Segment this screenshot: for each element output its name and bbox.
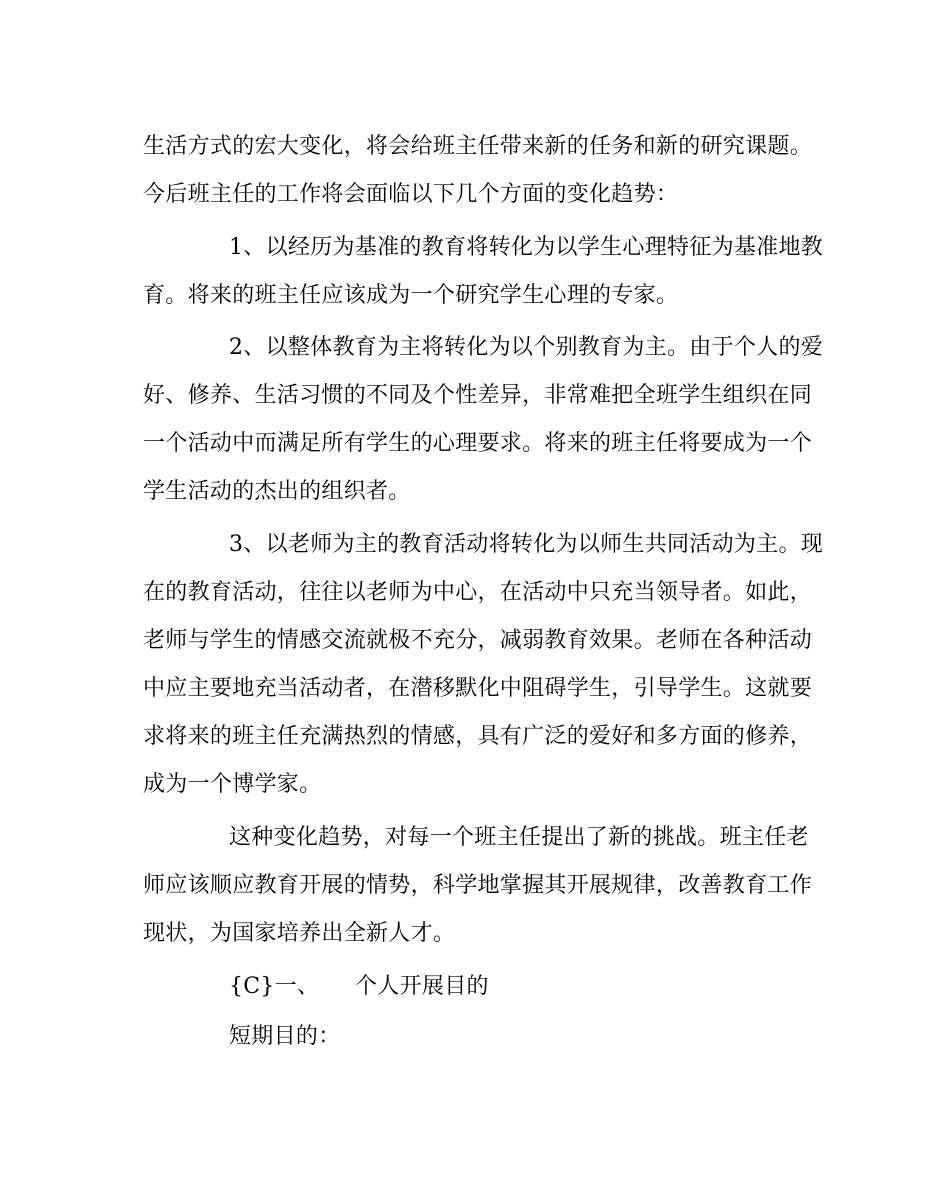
- paragraph-line: 今后班主任的工作将会面临以下几个方面的变化趋势：: [143, 182, 679, 207]
- section-heading-number: {C}一、: [229, 974, 320, 999]
- paragraph-line: 2、以整体教育为主将转化为以个别教育为主。由于个人的爱: [229, 335, 824, 360]
- section-heading-title: 个人开展目的: [355, 974, 489, 999]
- paragraph-line: 1、以经历为基准的教育将转化为以学生心理特征为基准地教: [229, 235, 824, 260]
- paragraph-line: 一个活动中而满足所有学生的心理要求。将来的班主任将要成为一个: [143, 431, 813, 456]
- paragraph-line: 育。将来的班主任应该成为一个研究学生心理的专家。: [143, 283, 679, 308]
- paragraph-line: 师应该顺应教育开展的情势，科学地掌握其开展规律，改善教育工作: [143, 873, 813, 898]
- paragraph-line: 求将来的班主任充满热烈的情感，具有广泛的爱好和多方面的修养，: [143, 724, 813, 749]
- paragraph-line: 成为一个博学家。: [143, 772, 322, 797]
- paragraph-line: 中应主要地充当活动者，在潜移默化中阻碍学生，引导学生。这就要: [143, 676, 813, 701]
- paragraph-line: 这种变化趋势，对每一个班主任提出了新的挑战。班主任老: [229, 825, 809, 850]
- paragraph-line: 老师与学生的情感交流就极不充分，减弱教育效果。老师在各种活动: [143, 628, 813, 653]
- subheading: 短期目的：: [229, 1024, 341, 1049]
- paragraph-line: 现状，为国家培养出全新人才。: [143, 921, 456, 946]
- paragraph-line: 3、以老师为主的教育活动将转化为以师生共同活动为主。现: [229, 532, 824, 557]
- paragraph-line: 学生活动的杰出的组织者。: [143, 479, 411, 504]
- paragraph-line: 好、修养、生活习惯的不同及个性差异，非常难把全班学生组织在同: [143, 383, 813, 408]
- paragraph-line: 在的教育活动，往往以老师为中心，在活动中只充当领导者。如此，: [143, 580, 813, 605]
- paragraph-line: 生活方式的宏大变化，将会给班主任带来新的任务和新的研究课题。: [143, 134, 813, 159]
